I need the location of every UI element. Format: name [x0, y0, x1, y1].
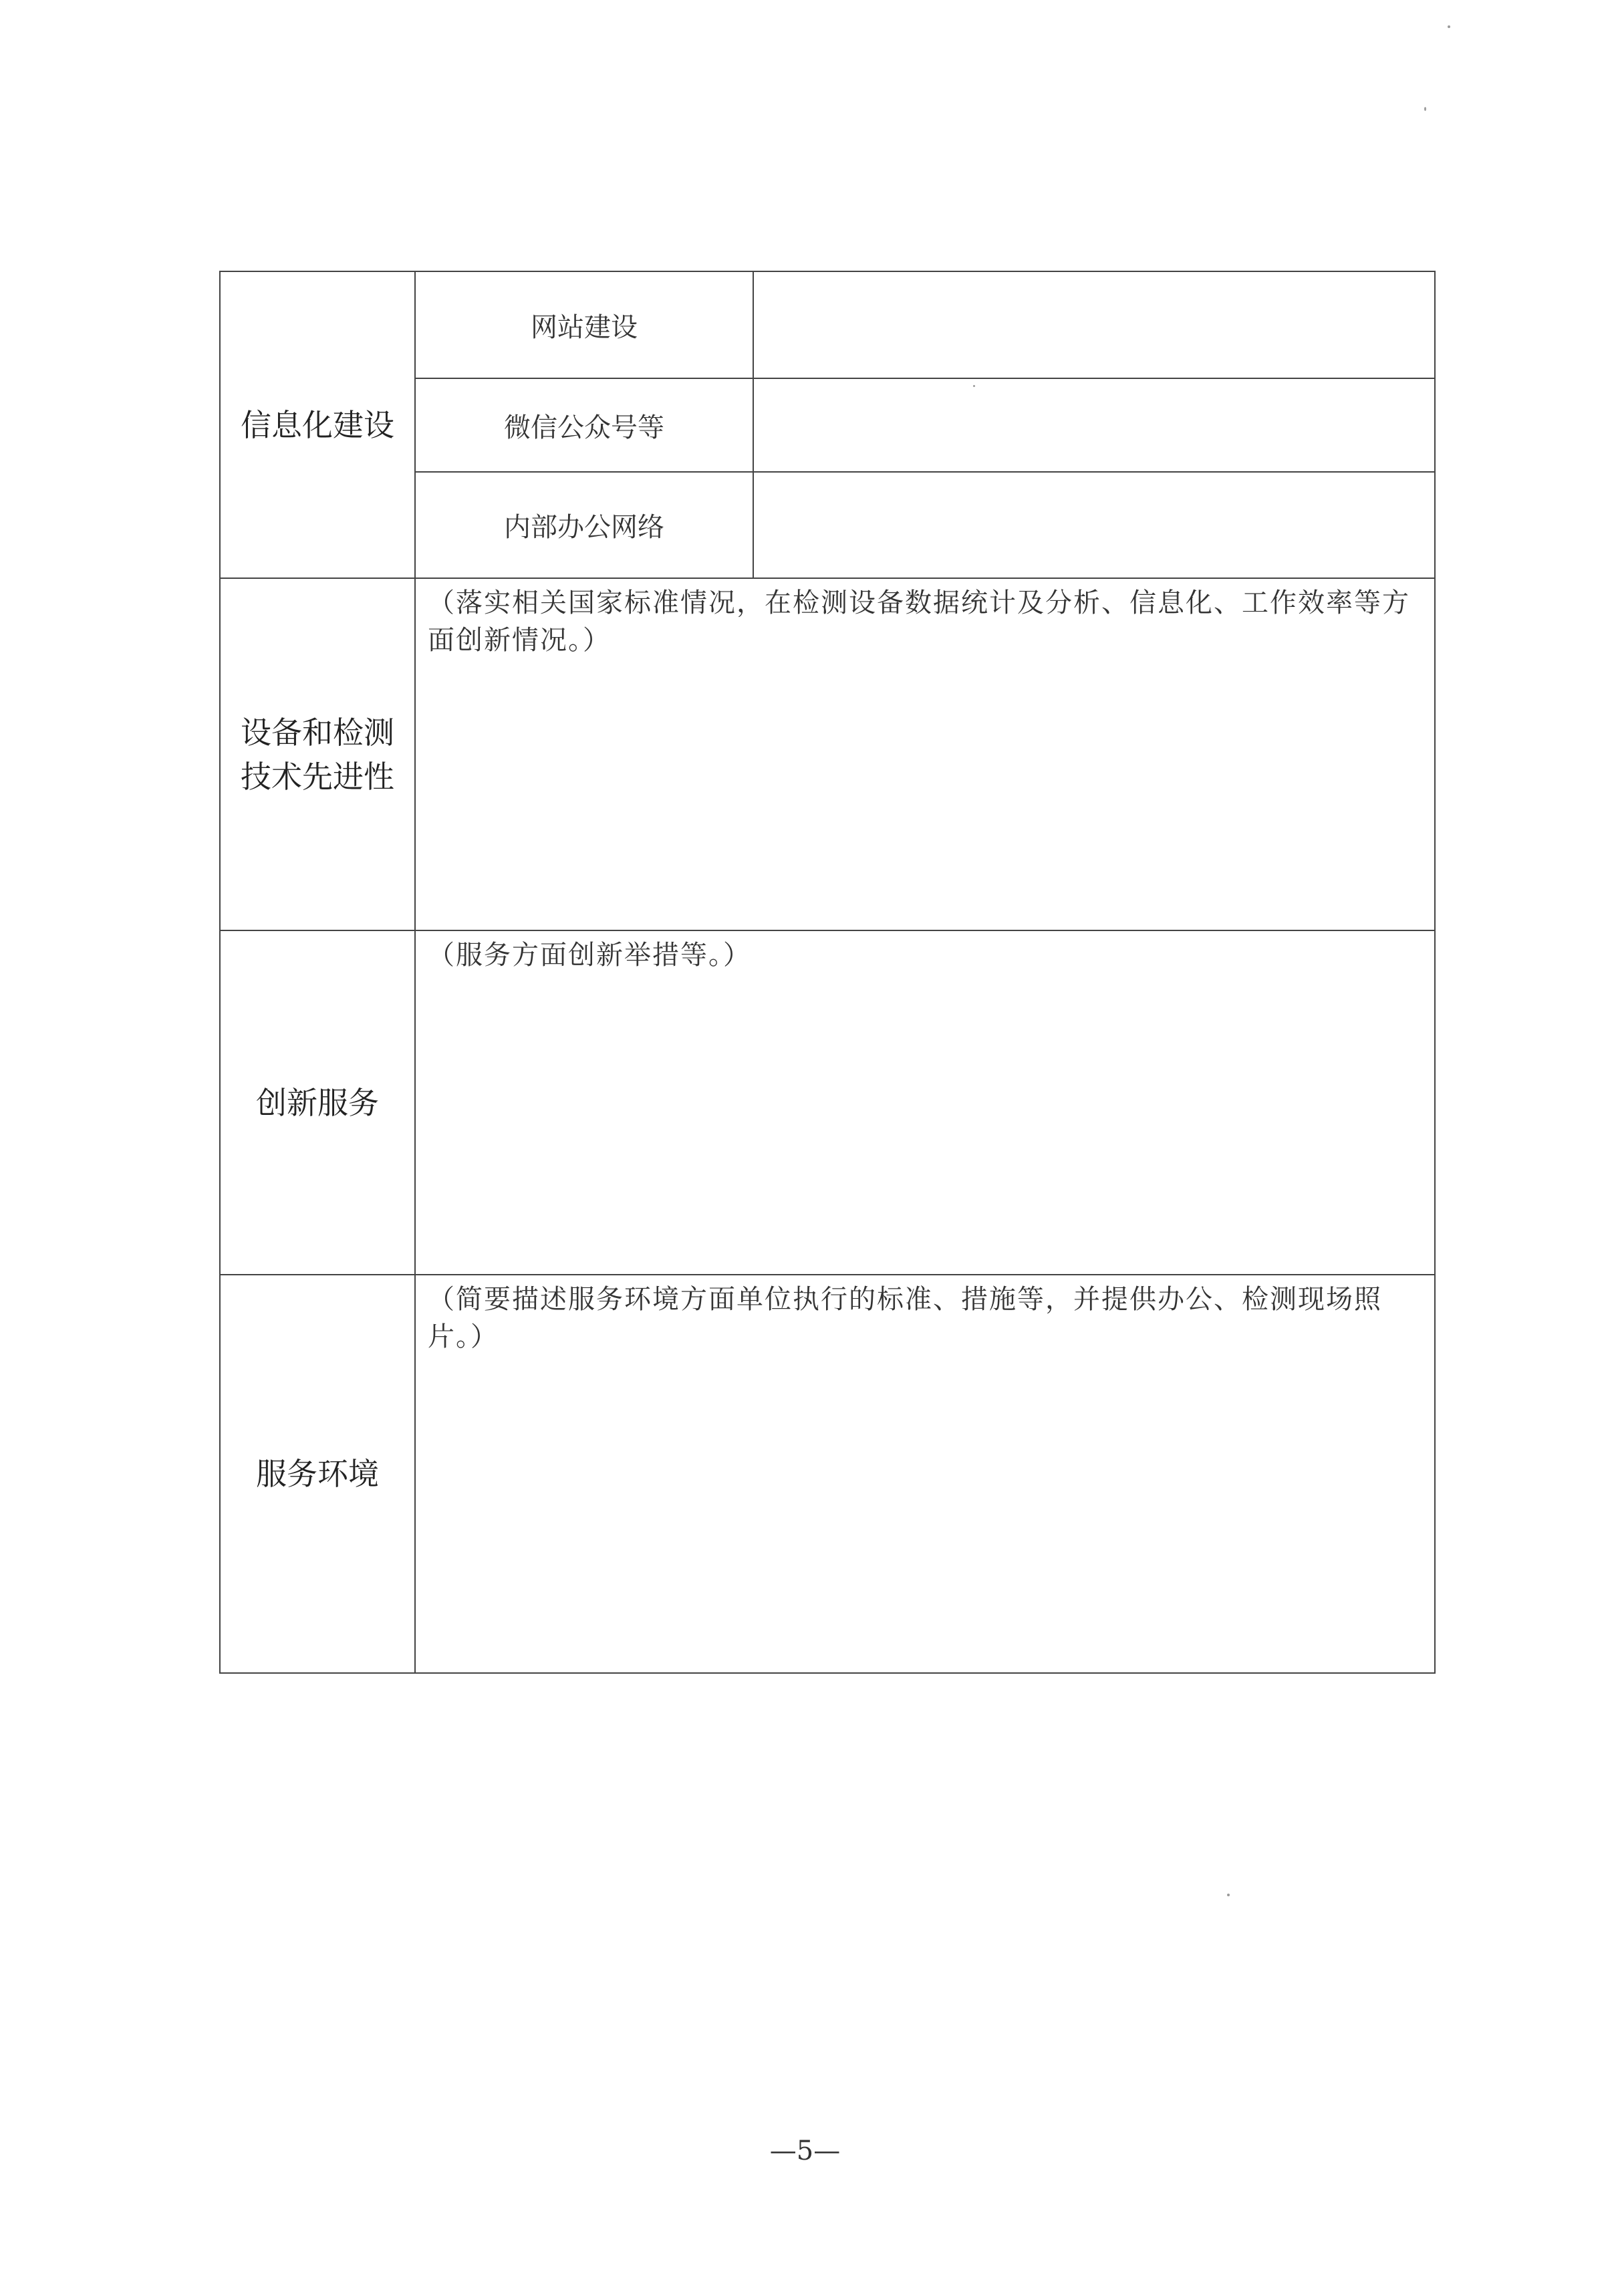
- evaluation-form-table: [219, 271, 1436, 1674]
- table-row: [220, 271, 1435, 378]
- innovation-hint: （服务方面创新举措等。）: [428, 940, 751, 971]
- scan-speck: [1424, 107, 1426, 111]
- scan-speck: [973, 385, 975, 387]
- wechat-label: 微信公众号等: [415, 378, 753, 472]
- page-number: —5—: [769, 2136, 841, 2166]
- innovation-field[interactable]: [415, 930, 1435, 1275]
- environment-section-label: [220, 1275, 415, 1673]
- website-label: 网站建设: [415, 271, 753, 378]
- scan-speck: [1227, 1894, 1230, 1896]
- environment-label-text: 服务环境: [256, 1456, 379, 1492]
- intranet-field[interactable]: [753, 472, 1435, 578]
- equipment-field[interactable]: [415, 578, 1435, 930]
- environment-field[interactable]: [415, 1275, 1435, 1673]
- wechat-field[interactable]: [753, 378, 1435, 472]
- equipment-label-line1: 设备和检测: [241, 714, 394, 751]
- innovation-label-text: 创新服务: [256, 1084, 379, 1121]
- scan-speck: [1448, 25, 1450, 28]
- equipment-section-label: [220, 578, 415, 930]
- environment-hint: （简要描述服务环境方面单位执行的标准、措施等，并提供办公、检测现场照片。）: [428, 1284, 1382, 1352]
- innovation-section-label: [220, 930, 415, 1275]
- equipment-hint: （落实相关国家标准情况，在检测设备数据统计及分析、信息化、工作效率等方面创新情况。）: [428, 588, 1410, 656]
- table-row: [220, 1275, 1435, 1673]
- equipment-label-line2: 技术先进性: [241, 758, 394, 795]
- intranet-label: 内部办公网络: [415, 472, 753, 578]
- website-field[interactable]: [753, 271, 1435, 378]
- info-section-label-text: 信息化建设: [241, 406, 394, 443]
- table-row: [220, 930, 1435, 1275]
- info-section-label: [220, 271, 415, 578]
- table-row: [220, 578, 1435, 930]
